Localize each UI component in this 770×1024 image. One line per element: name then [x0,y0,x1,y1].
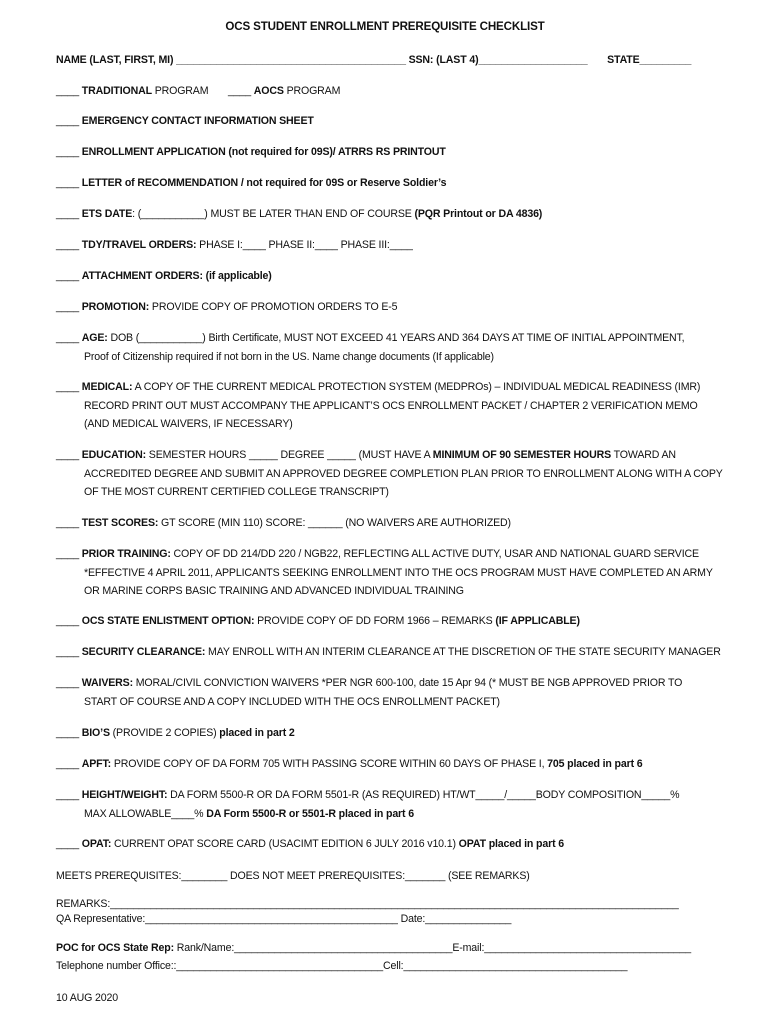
checklist-item-line [56,446,728,465]
checklist-item-line [56,514,728,533]
item-text: (AND MEDICAL WAIVERS, IF NECESSARY) [84,418,293,430]
applicant-info-line [56,54,691,67]
item-heading: HEIGHT/WEIGHT: [81,789,168,801]
checklist-item [56,545,728,601]
item-heading: MEDICAL: [81,381,133,393]
checklist-item [56,724,728,743]
item-heading: LETTER of RECOMMENDATION / not required for 09S or Reserve Soldier’s [81,177,447,189]
aocs-blank: ____ [228,85,251,97]
item-heading: WAIVERS: [81,677,133,689]
checklist-item-line [56,674,728,693]
meets-prerequisites-line: MEETS PREREQUISITES:________ DOES NOT MEET PREREQUISITES:_______ (SEE REMARKS) [56,870,530,882]
item-heading: TEST SCORES: [81,517,159,529]
checkbox-blank: ____ [56,727,79,739]
item-text: RECORD PRINT OUT MUST ACCOMPANY THE APPLICANT’S OCS ENROLLMENT PACKET / CHAPTER 2 VERIFICATION MEMO [84,399,698,412]
item-bold-text: placed in part 2 [219,727,295,739]
item-heading: EDUCATION: [81,449,146,461]
traditional-program: TRADITIONAL [81,85,152,97]
item-heading: ATTACHMENT ORDERS: (if applicable) [81,270,272,282]
checklist-item-line [56,205,728,224]
item-text: MAY ENROLL WITH AN INTERIM CLEARANCE AT THE DISCRETION OF THE STATE SECURITY MANAGER [205,646,721,658]
item-heading: OCS STATE ENLISTMENT OPTION: [81,615,255,627]
item-text: GT SCORE (MIN 110) SCORE: ______ (NO WAIVERS ARE AUTHORIZED) [158,517,511,529]
name-ssn-label: NAME (LAST, FIRST, MI) ________________________________________ SSN: (LAST 4)___________________ [56,54,588,66]
checklist-item-continuation [56,483,728,502]
item-text: PHASE I:____ PHASE II:____ PHASE III:____ [196,239,413,251]
checklist-item [56,612,728,631]
item-heading: TDY/TRAVEL ORDERS: [81,239,197,251]
item-heading: APFT: [81,758,112,770]
checkbox-blank: ____ [56,517,79,529]
checkbox-blank: ____ [56,270,79,282]
item-heading: OPAT: [81,838,112,850]
item-heading: ETS DATE [81,208,133,220]
item-text: Proof of Citizenship required if not born in the US. Name change documents (If applicable) [84,350,494,363]
item-bold-text: (IF APPLICABLE) [495,615,580,627]
checkbox-blank: ____ [56,115,79,127]
item-text: SEMESTER HOURS _____ DEGREE _____ (MUST HAVE A [145,449,433,461]
item-text: CURRENT OPAT SCORE CARD (USACIMT EDITION 6 JULY 2016 v10.1) [111,838,459,850]
checklist-item [56,143,728,162]
checkbox-blank: ____ [56,208,79,220]
checklist-item [56,378,728,434]
checklist-item-continuation [56,805,728,824]
item-bold-text: MINIMUM OF 90 SEMESTER HOURS [432,449,612,461]
checklist-item-line [56,267,728,286]
item-heading: AGE: [81,332,108,344]
checkbox-blank: ____ [56,239,79,251]
item-text: : (___________) MUST BE LATER THAN END OF COURSE [132,208,415,220]
checkbox-blank: ____ [56,449,79,461]
checklist-item [56,329,728,366]
item-bold-text: DA Form 5500-R or 5501-R placed in part 6 [206,807,414,820]
checklist-item [56,174,728,193]
item-heading: PRIOR TRAINING: [81,548,171,560]
item-heading: BIO’S [81,727,110,739]
checkbox-blank: ____ [56,838,79,850]
checklist-item-line [56,835,728,854]
checklist-item [56,205,728,224]
checklist-item-continuation [56,693,728,712]
item-text: OR MARINE CORPS BASIC TRAINING AND ADVANCED INDIVIDUAL TRAINING [84,585,464,597]
checklist-item-line [56,143,728,162]
telephone-line: Telephone number Office::____________________________________Cell:_______________________________________ [56,960,628,972]
checklist-item [56,643,728,662]
checklist-item-continuation [56,348,728,367]
item-text: START OF COURSE AND A COPY INCLUDED WITH THE OCS ENROLLMENT PACKET) [84,695,500,708]
checklist-item-line [56,174,728,193]
checkbox-blank: ____ [56,758,79,770]
checklist-item-line [56,329,728,348]
checkbox-blank: ____ [56,789,79,801]
checklist-item-line [56,724,728,743]
checklist-item-continuation [56,397,728,416]
state-label: STATE_________ [607,54,692,66]
aocs-program: AOCS [253,85,284,97]
qa-representative-line: QA Representative:____________________________________________ Date:_______________ [56,913,512,925]
checkbox-blank: ____ [56,177,79,189]
checkbox-blank: ____ [56,332,79,344]
checklist-item [56,112,728,131]
remarks-line: REMARKS:___________________________________________________________________________________________________ [56,898,679,910]
item-bold-text: 705 placed in part 6 [547,758,643,770]
checklist-item [56,755,728,774]
item-heading: PROMOTION: [81,301,150,313]
checklist-item-line [56,298,728,317]
checklist-item-continuation [56,582,728,601]
checkbox-blank: ____ [56,615,79,627]
item-heading: EMERGENCY CONTACT INFORMATION SHEET [81,115,314,127]
checklist-item-continuation [56,415,728,434]
document-date: 10 AUG 2020 [56,992,118,1004]
item-text: MORAL/CIVIL CONVICTION WAIVERS *PER NGR 600-100, date 15 Apr 94 (* MUST BE NGB APPROVED PRIOR TO [132,677,683,689]
item-text: DA FORM 5500-R OR DA FORM 5501-R (AS REQUIRED) HT/WT_____/_____BODY COMPOSITION_____% [167,789,680,801]
checklist-item [56,674,728,711]
checklist-item [56,267,728,286]
item-text: ACCREDITED DEGREE AND SUBMIT AN APPROVED DEGREE COMPLETION PLAN PRIOR TO ENROLLMENT ALONG WITH A COPY [84,467,723,480]
checkbox-blank: ____ [56,646,79,658]
checkbox-blank: ____ [56,146,79,158]
item-text: (PROVIDE 2 COPIES) [109,727,220,739]
program-line: ____ TRADITIONAL PROGRAM ____ AOCS PROGRAM [56,85,341,97]
checklist-item-continuation [56,564,728,583]
checklist-item [56,298,728,317]
item-text: PROVIDE COPY OF DA FORM 705 WITH PASSING SCORE WITHIN 60 DAYS OF PHASE I, [111,758,548,770]
item-heading: SECURITY CLEARANCE: [81,646,206,658]
poc-label: POC for OCS State Rep: [56,942,174,954]
checklist-item-continuation [56,465,728,484]
item-text: OF THE MOST CURRENT CERTIFIED COLLEGE TRANSCRIPT) [84,486,389,498]
item-bold-text: OPAT placed in part 6 [458,838,564,850]
item-text: TOWARD AN [611,449,676,461]
checklist-item [56,835,728,854]
item-heading: ENROLLMENT APPLICATION (not required for 09S)/ ATRRS RS PRINTOUT [81,146,446,158]
item-text: A COPY OF THE CURRENT MEDICAL PROTECTION SYSTEM (MEDPROs) – INDIVIDUAL MEDICAL READINESS (IMR) [132,381,701,393]
poc-line: POC for OCS State Rep: Rank/Name:______________________________________E-mail:____________________________________ [56,942,691,954]
checkbox-blank: ____ [56,677,79,689]
program-blank: ____ [56,85,79,97]
checklist-item-line [56,545,728,564]
checklist-item-line [56,236,728,255]
checklist-item-line [56,612,728,631]
checklist-item-line [56,755,728,774]
checklist-item [56,236,728,255]
checklist-item [56,514,728,533]
item-text: PROVIDE COPY OF PROMOTION ORDERS TO E-5 [149,301,398,313]
document-title: OCS STUDENT ENROLLMENT PREREQUISITE CHECKLIST [225,20,545,33]
item-text: MAX ALLOWABLE____% [84,807,207,820]
checkbox-blank: ____ [56,301,79,313]
checklist-item-line [56,112,728,131]
checklist-item-line [56,786,728,805]
item-bold-text: (PQR Printout or DA 4836) [414,208,543,220]
checklist-item [56,446,728,502]
item-text: *EFFECTIVE 4 APRIL 2011, APPLICANTS SEEKING ENROLLMENT INTO THE OCS PROGRAM MUST HAVE COMPLETED AN ARMY [84,566,713,579]
item-text: COPY OF DD 214/DD 220 / NGB22, REFLECTING ALL ACTIVE DUTY, USAR AND NATIONAL GUARD SERVICE [170,548,699,560]
checklist-item [56,786,728,823]
checkbox-blank: ____ [56,381,79,393]
checkbox-blank: ____ [56,548,79,560]
item-text: PROVIDE COPY OF DD FORM 1966 – REMARKS [254,615,496,627]
item-text: DOB (___________) Birth Certificate, MUST NOT EXCEED 41 YEARS AND 364 DAYS AT TIME OF INITIAL APPOINTMENT, [107,332,685,344]
checklist-item-line [56,643,728,662]
checklist-item-line [56,378,728,397]
